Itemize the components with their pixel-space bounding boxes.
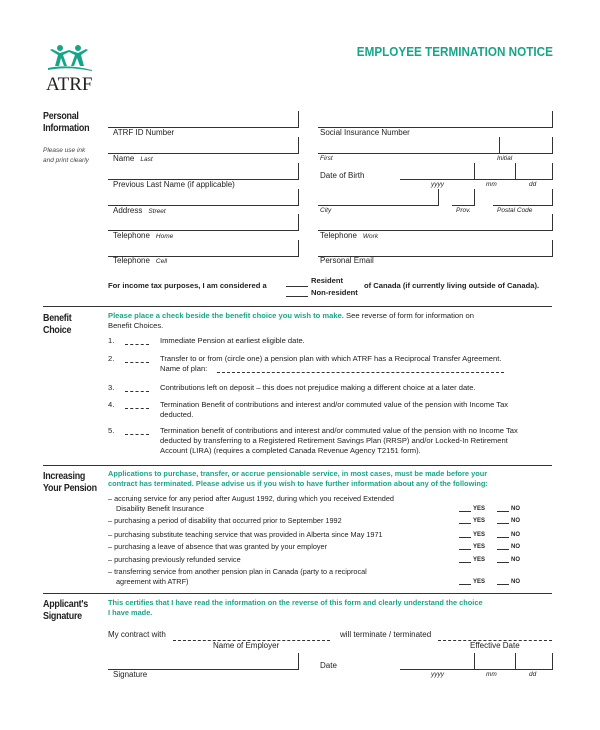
- home-phone-label: Telephone Home: [113, 231, 174, 240]
- benefit-item-text: Name of plan:: [160, 364, 208, 373]
- section-divider: [43, 465, 552, 466]
- yes-checkbox[interactable]: [459, 583, 471, 585]
- benefit-choice-checkbox[interactable]: [125, 390, 149, 392]
- effective-date-label: Effective Date: [470, 641, 520, 650]
- cell-phone-field[interactable]: [108, 240, 299, 257]
- increasing-intro: Applications to purchase, transfer, or accrue pensionable service, in most cases, must be made before your contract has terminated. Please advise us if you wish to have further information about any of the following:: [108, 469, 488, 488]
- address-label: Address Street: [113, 206, 166, 215]
- initial-label: Initial: [497, 155, 513, 162]
- no-label: NO: [511, 544, 520, 550]
- benefit-item-number: 4.: [108, 400, 115, 409]
- no-label: NO: [511, 518, 520, 524]
- benefit-choice-checkbox[interactable]: [125, 361, 149, 363]
- yes-label: YES: [473, 506, 486, 512]
- benefit-item-text: deducted.: [160, 410, 194, 419]
- benefit-item-text: Transfer to or from (circle one) a pension plan with which ATRF has a Reciprocal Transfer Agreement.: [160, 354, 502, 363]
- sin-field[interactable]: [318, 111, 553, 128]
- benefit-choice-checkbox[interactable]: [125, 433, 149, 435]
- logo-figures-icon: [48, 44, 94, 72]
- atrf-logo: [48, 44, 98, 94]
- yyyy-label: yyyy: [431, 671, 444, 678]
- benefit-choice-checkbox[interactable]: [125, 407, 149, 409]
- yes-label: YES: [473, 518, 486, 524]
- no-label: NO: [511, 532, 520, 538]
- will-terminate-label: will terminate / terminated: [340, 630, 432, 639]
- section-heading-benefit: Benefit Choice: [43, 312, 72, 336]
- page-title: EMPLOYEE TERMINATION NOTICE: [356, 44, 553, 59]
- date-mm-field[interactable]: [475, 653, 516, 670]
- yes-label: YES: [473, 579, 486, 585]
- benefit-item-number: 2.: [108, 354, 115, 363]
- section-heading-personal: Personal Information: [43, 110, 90, 134]
- no-checkbox[interactable]: [497, 561, 509, 563]
- yes-checkbox[interactable]: [459, 548, 471, 550]
- benefit-item-number: 1.: [108, 336, 115, 345]
- postal-code-field[interactable]: [493, 189, 553, 206]
- previous-last-name-label: Previous Last Name (if applicable): [113, 180, 235, 189]
- pension-option-text: – accruing service for any period after August 1992, during which you received Extended: [108, 494, 394, 503]
- signature-label: Signature: [113, 670, 148, 679]
- street-field[interactable]: [108, 189, 299, 206]
- postal-code-label: Postal Code: [497, 207, 533, 214]
- pension-option-text: – purchasing a period of disability that occurred prior to September 1992: [108, 516, 342, 525]
- logo-text: ATRF: [46, 74, 93, 95]
- benefit-choice-checkbox[interactable]: [125, 343, 149, 345]
- previous-last-name-field[interactable]: [108, 163, 299, 180]
- benefit-intro: Please place a check beside the benefit choice you wish to make. See reverse of form for information on Benefit Choices.: [108, 311, 474, 330]
- employer-name-label: Name of Employer: [213, 641, 280, 650]
- pension-option-text: – purchasing a leave of absence that was granted by your employer: [108, 542, 328, 551]
- no-checkbox[interactable]: [497, 548, 509, 550]
- yes-checkbox[interactable]: [459, 536, 471, 538]
- ink-note: Please use ink and print clearly: [43, 147, 89, 164]
- city-label: City: [320, 207, 332, 214]
- work-phone-label: Telephone Work: [320, 231, 379, 240]
- plan-name-field[interactable]: [217, 371, 504, 373]
- section-divider: [43, 306, 552, 307]
- yes-checkbox[interactable]: [459, 522, 471, 524]
- city-field[interactable]: [318, 189, 439, 206]
- no-checkbox[interactable]: [497, 536, 509, 538]
- no-checkbox[interactable]: [497, 522, 509, 524]
- dob-mm-field[interactable]: [475, 163, 516, 180]
- dob-dd-field[interactable]: [516, 163, 553, 180]
- dob-label: Date of Birth: [320, 171, 365, 180]
- date-label: Date: [320, 661, 337, 670]
- yyyy-label: yyyy: [431, 181, 444, 188]
- atrf-id-label: ATRF ID Number: [113, 128, 175, 137]
- yes-checkbox[interactable]: [459, 561, 471, 563]
- date-yyyy-field[interactable]: [400, 653, 475, 670]
- pension-option-text: Disability Benefit Insurance: [116, 504, 205, 513]
- pension-option-text: – transferring service from another pension plan in Canada (party to a reciprocal: [108, 567, 367, 576]
- no-checkbox[interactable]: [497, 510, 509, 512]
- mm-label: mm: [486, 181, 497, 188]
- benefit-item-text: Contributions left on deposit – this does not prejudice making a different choice at a later date.: [160, 383, 476, 392]
- last-name-field[interactable]: [108, 137, 299, 154]
- name-label: Name Last: [113, 154, 153, 163]
- province-field[interactable]: [452, 189, 475, 206]
- sin-label: Social Insurance Number: [320, 128, 410, 137]
- dob-yyyy-field[interactable]: [400, 163, 475, 180]
- benefit-item-text: Immediate Pension at earliest eligible date.: [160, 336, 305, 345]
- pension-option-text: – purchasing substitute teaching service that was provided in Alberta since May 1971: [108, 530, 383, 539]
- first-name-field[interactable]: [318, 137, 500, 154]
- signature-intro: This certifies that I have read the information on the reverse of this form and clearly understand the choice I have made.: [108, 598, 483, 617]
- atrf-id-field[interactable]: [108, 111, 299, 128]
- pension-option-text: – purchasing previously refunded service: [108, 555, 241, 564]
- signature-field[interactable]: [108, 653, 299, 670]
- no-label: NO: [511, 579, 520, 585]
- section-divider: [43, 593, 552, 594]
- benefit-item-text: Termination benefit of contributions and interest and/or commuted value of the pension with no Income Tax: [160, 426, 518, 435]
- section-heading-increasing: Increasing Your Pension: [43, 470, 97, 494]
- benefit-item-number: 5.: [108, 426, 115, 435]
- email-label: Personal Email: [320, 256, 374, 265]
- email-field[interactable]: [318, 240, 553, 257]
- initial-field[interactable]: [493, 137, 553, 154]
- yes-label: YES: [473, 557, 486, 563]
- section-heading-signature: Applicant's Signature: [43, 598, 88, 622]
- no-label: NO: [511, 557, 520, 563]
- work-phone-field[interactable]: [318, 214, 553, 231]
- yes-checkbox[interactable]: [459, 510, 471, 512]
- non-resident-checkbox[interactable]: [286, 292, 308, 297]
- benefit-item-text: Account (LIRA) (requires a completed Canada Revenue Agency T2151 form).: [160, 446, 421, 455]
- pension-option-text: agreement with ATRF): [116, 577, 189, 586]
- dd-label: dd: [529, 181, 537, 188]
- yes-label: YES: [473, 532, 486, 538]
- yes-label: YES: [473, 544, 486, 550]
- dd-label: dd: [529, 671, 537, 678]
- resident-checkbox[interactable]: [286, 281, 308, 287]
- contract-with-label: My contract with: [108, 630, 166, 639]
- prov-label: Prov.: [456, 207, 471, 214]
- cell-phone-label: Telephone Cell: [113, 256, 168, 265]
- benefit-item-text: Termination Benefit of contributions and interest and/or commuted value of the pension with Income Tax: [160, 400, 509, 409]
- benefit-item-number: 3.: [108, 383, 115, 392]
- home-phone-field[interactable]: [108, 214, 299, 231]
- no-label: NO: [511, 506, 520, 512]
- mm-label: mm: [486, 671, 497, 678]
- date-dd-field[interactable]: [516, 653, 553, 670]
- benefit-item-text: deducted by transferring to a Registered Retirement Savings Plan (RRSP) and/or Locked-In Retirement: [160, 436, 508, 445]
- no-checkbox[interactable]: [497, 583, 509, 585]
- first-label: First: [320, 155, 333, 162]
